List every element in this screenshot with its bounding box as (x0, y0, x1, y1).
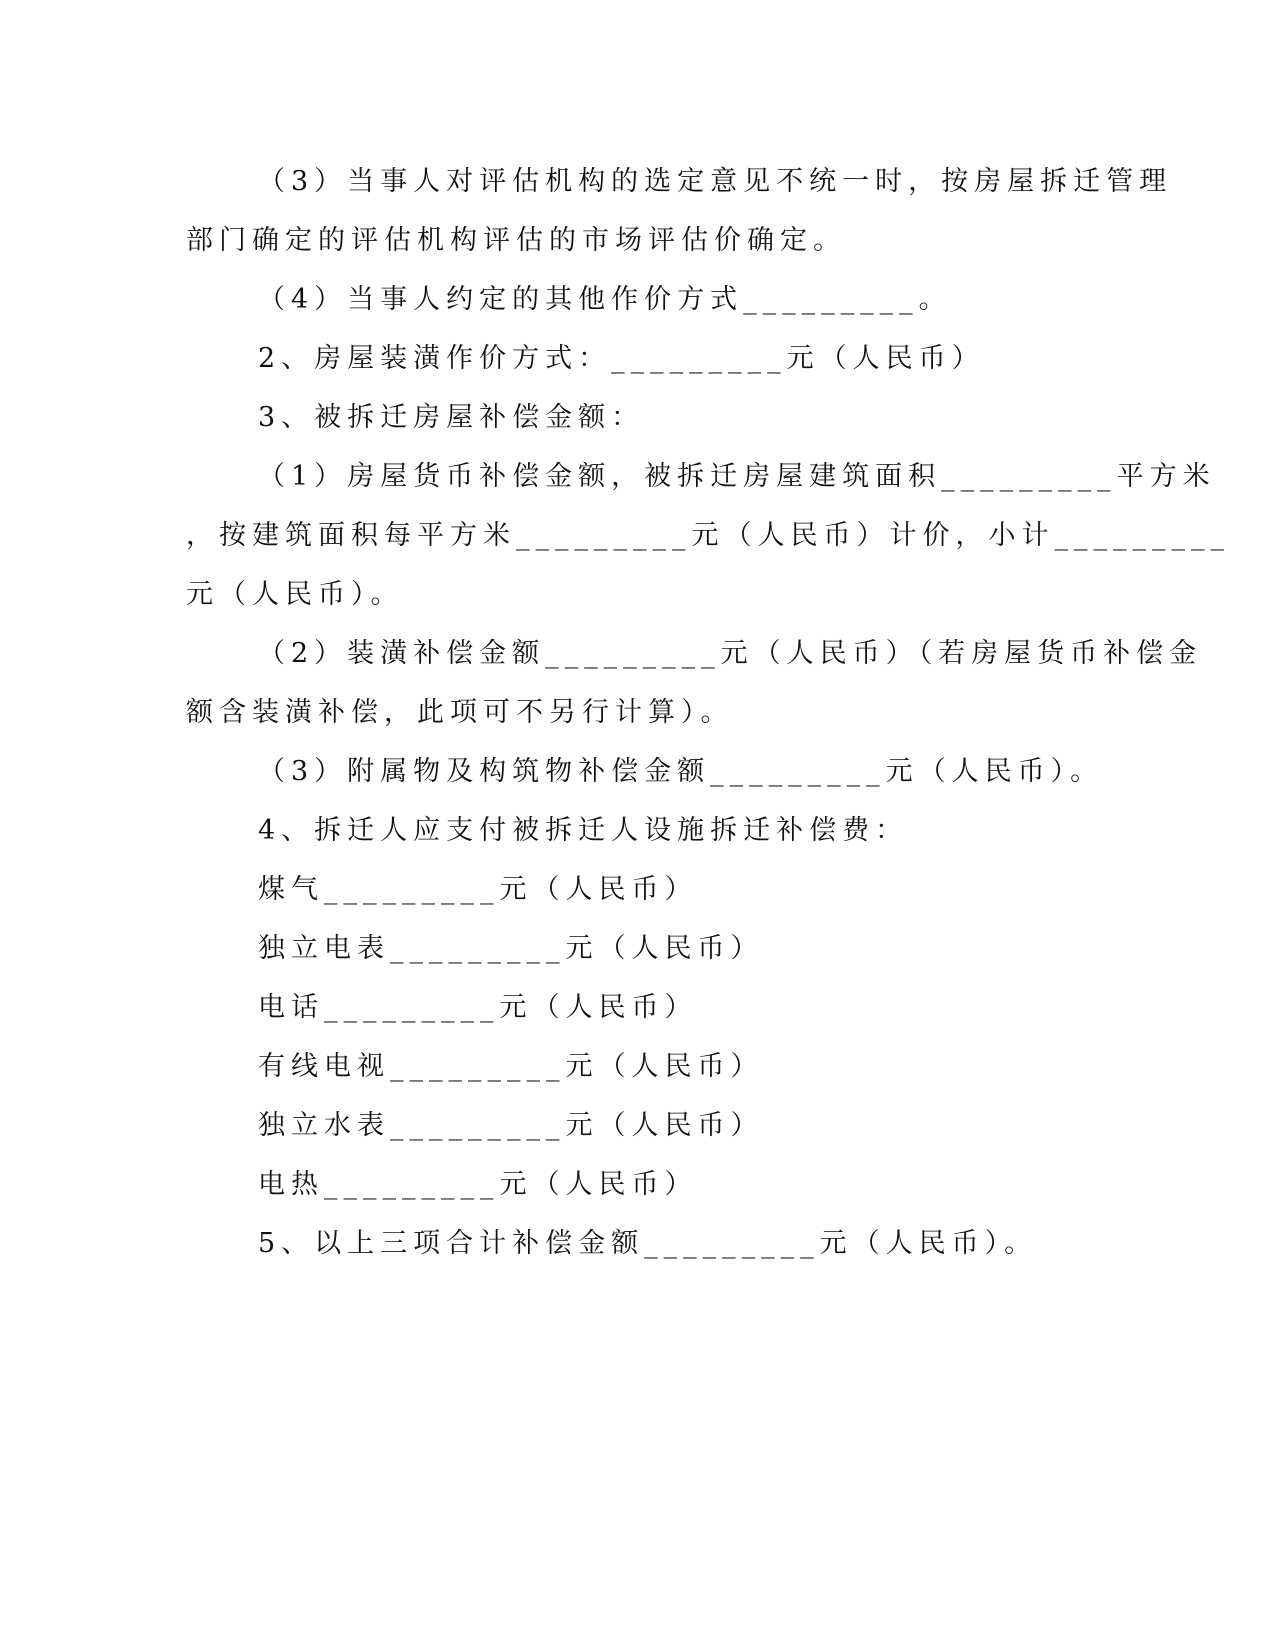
clause-3-3-line-2: 部门确定的评估机构评估的市场评估价确定。 (186, 225, 846, 256)
section-3-2-line-1: （2）装潢补偿金额_________元（人民币）（若房屋货币补偿金 (258, 638, 1203, 669)
section-3-1-line-3: 元（人民币）。 (186, 579, 404, 610)
section-4-electric-heat: 电热_________元（人民币） (258, 1169, 698, 1200)
section-4-water-meter: 独立水表_________元（人民币） (258, 1110, 764, 1141)
section-3-heading: 3、被拆迁房屋补偿金额： (258, 402, 645, 433)
section-5: 5、以上三项合计补偿金额_________元（人民币）。 (258, 1228, 1038, 1259)
section-4-electric-meter: 独立电表_________元（人民币） (258, 933, 764, 964)
clause-3-4: （4）当事人约定的其他作价方式_________。 (258, 284, 952, 315)
section-3-3: （3）附属物及构筑物补偿金额_________元（人民币）。 (258, 756, 1104, 787)
section-4-heading: 4、拆迁人应支付被拆迁人设施拆迁补偿费： (258, 815, 909, 846)
section-3-1-line-2: ，按建筑面积每平方米_________元（人民币）计价，小计_________ (186, 520, 1230, 551)
section-4-gas: 煤气_________元（人民币） (258, 874, 698, 905)
clause-3-3-line-1: （3）当事人对评估机构的选定意见不统一时，按房屋拆迁管理 (258, 166, 1173, 197)
section-4-cable-tv: 有线电视_________元（人民币） (258, 1051, 764, 1082)
section-2: 2、房屋装潢作价方式：_________元（人民币） (258, 343, 985, 374)
section-4-phone: 电话_________元（人民币） (258, 992, 698, 1023)
section-3-2-line-2: 额含装潢补偿，此项可不另行计算）。 (186, 697, 734, 728)
section-3-1-line-1: （1）房屋货币补偿金额，被拆迁房屋建筑面积_________平方米 (258, 461, 1216, 492)
